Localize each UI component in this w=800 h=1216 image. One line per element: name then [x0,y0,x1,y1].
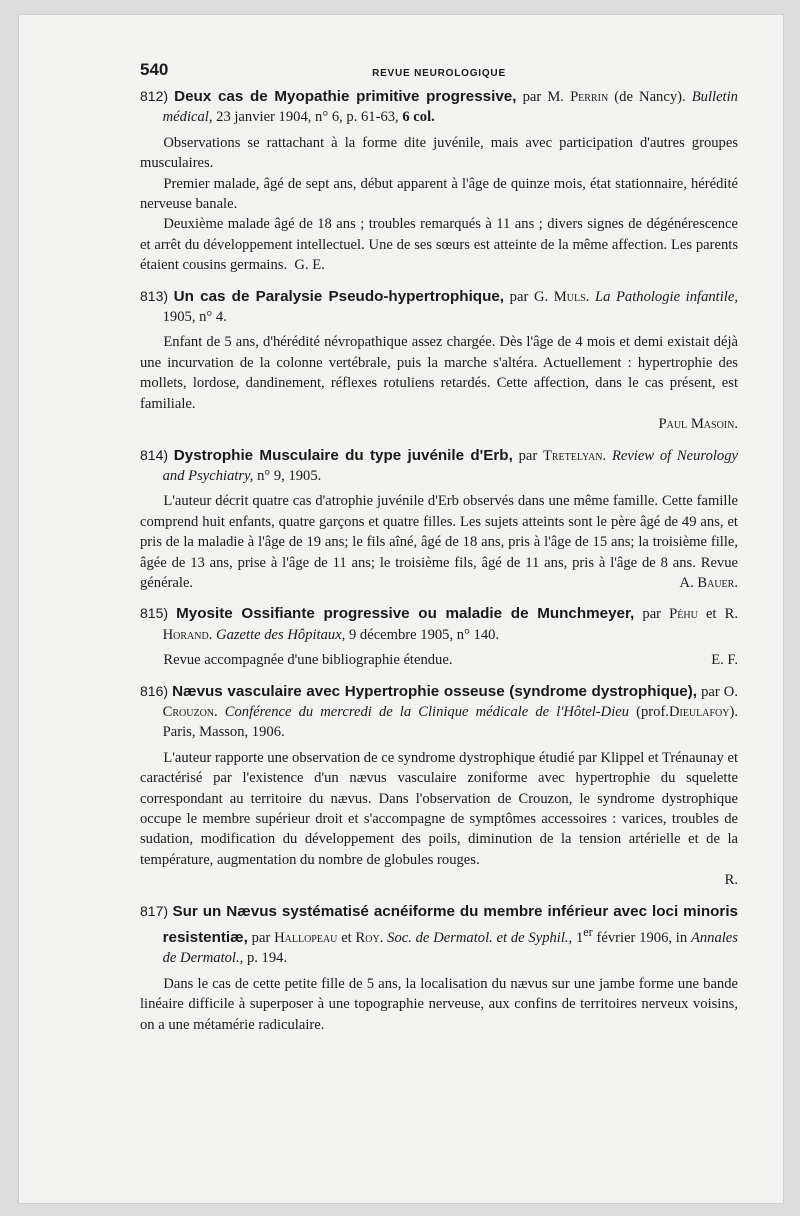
entry-author: Muls. [553,288,590,305]
entry-author: Hallopeau [274,929,338,946]
entry-paragraph: Observations se rattachant à la forme dite juvénile, mais avec participation d'autres groupes musculaires. [140,134,738,172]
page-sheet [18,14,784,1204]
entry-title: Sur un Nævus systématisé acnéiforme du membre inférieur avec loci minoris resistentiæ, [162,902,738,946]
entry-source: Soc. de Dermatol. et de Syphil., [387,929,573,946]
entry-signature: Paul Masoin. [658,416,738,433]
entry-paragraph: Dans le cas de cette petite fille de 5 ans, la localisation du nævus sur une jambe forme une bande linéaire difficile à superposer à une topographie nerveuse, aux confins de territoires nerveux voisins, on a une métamérie radiculaire. [140,975,738,1033]
entry-heading: 816) Nævus vasculaire avec Hypertrophie osseuse (syndrome dystrophique), par O. Crouzon. Conférence du mercredi de la Clinique médicale de l'Hôtel-Dieu (prof.Dieulafoy). Paris, Masson, 1906. [140,682,738,741]
entry-816 [140,681,738,891]
entry-814 [140,445,738,594]
entry-signature: R. [724,872,738,889]
entry-number: 813) [140,287,169,304]
entry-title: Deux cas de Myopathie primitive progressive, [174,88,517,105]
journal-title: REVUE NEUROLOGIQUE [372,68,506,79]
entry-signature: A. Bauer. [679,574,738,591]
entry-paragraph: Enfant de 5 ans, d'hérédité névropathique assez chargée. Dès l'âge de 4 mois et demi existait déjà une incurvation de la colonne vertébrale, puis la marche s'altéra. Actuellement : hypertrophie des mollets, lordose, dandinement, réflexes rotuliens retardés. Cette affection, dans le cas présent, est familiale. [140,334,738,412]
entry-number: 814) [140,446,169,463]
entry-817 [140,901,738,1035]
page-number: 540 [140,60,169,79]
entry-heading: 812) Deux cas de Myopathie primitive progressive, par M. Perrin (de Nancy). Bulletin médical, 23 janvier 1904, n° 6, p. 61-63, 6 col. [140,88,738,126]
entry-author: Perrin [570,89,609,105]
entry-paragraph: Premier malade, âgé de sept ans, début apparent à l'âge de quinze mois, état stationnaire, hérédité nerveuse banale. [140,175,738,213]
entry-source: La Pathologie infantile, [594,288,738,305]
entry-number: 817) [140,902,169,919]
entry-paragraph: Deuxième malade âgé de 18 ans ; troubles remarqués à 11 ans ; divers signes de dégénérescence et arrêt du développement intellectuel. Une de ses sœurs est atteinte de la même affection. Les parents étaient cousins germains. G. E. [140,216,738,274]
entry-heading: 815) Myosite Ossifiante progressive ou maladie de Munchmeyer, par Péhu et R. Horand. Gazette des Hôpitaux, 9 décembre 1905, n° 140. [140,605,738,643]
entry-title: Un cas de Paralysie Pseudo-hypertrophique, [173,287,505,305]
entry-source: Gazette des Hôpitaux, [216,626,346,643]
entry-title: Dystrophie Musculaire du type juvénile d'Erb, [173,446,513,464]
entry-source: Annales de Dermatol., [162,929,738,967]
entry-signature: E. F. [711,652,738,669]
entry-author: Roy. [355,929,384,946]
entry-title: Myosite Ossifiante progressive ou maladie de Munchmeyer, [176,605,635,623]
entry-813 [140,286,738,435]
page-content [140,60,738,1045]
entry-number: 816) [140,682,169,699]
entry-heading: 813) Un cas de Paralysie Pseudo-hypertrophique, par G. Muls. La Pathologie infantile, 1905, n° 4. [140,287,738,326]
entry-title: Nævus vasculaire avec Hypertrophie osseuse (syndrome dystrophique), [172,682,698,700]
entry-heading: 817) Sur un Nævus systématisé acnéiforme du membre inférieur avec loci minoris resistentiæ, par Hallopeau et Roy. Soc. de Dermatol. et de Syphil., 1er février 1906, in Annales de Dermatol., p. 194. [140,902,738,967]
entry-paragraph: L'auteur rapporte une observation de ce syndrome dystrophique étudié par Klippel et Trénaunay et caractérisé par l'existence d'un nævus vasculaire zoniforme avec hypertrophie du squelette correspondant au territoire du nævus. Dans l'observation de Crouzon, le syndrome dystrophique occupe le membre supérieur droit et s'accompagne de symptômes accessoires : varices, troubles de sudation, modification du développement des poils, diminution de la tension artérielle et de la température, augmentation du nombre de globules rouges. [140,749,738,868]
entry-paragraph: L'auteur décrit quatre cas d'atrophie juvénile d'Erb observés dans une même famille. Cette famille comprend huit enfants, quatre garçons et quatre filles. Les sujets atteints sont le père âgé de 49 ans, et pris de la maladie à l'âge de 19 ans; le fils aîné, âgé de 18 ans, pris à l'âge de 15 ans; la troisième fille, âgée de 13 ans, prise à l'âge de 11 ans; le troisième fils, âgé de 11 ans, pris à l'âge de 8 ans. Revue générale. A. Bauer. [140,491,738,593]
entry-source: Conférence du mercredi de la Clinique médicale de l'Hôtel-Dieu [224,703,630,720]
entry-source: Review of Neurology and Psychiatry, [162,447,738,484]
entry-paragraph: Revue accompagnée d'une bibliographie étendue. E. F. [140,650,738,670]
entry-author: Crouzon. [162,703,218,720]
entry-author: Tretelyan. [542,447,607,464]
entry-author: Horand. [162,626,213,643]
entry-number: 812) [140,88,169,104]
entry-number: 815) [140,605,169,622]
entry-signature: G. E. [294,257,325,274]
entry-source: Bulletin médical, [162,89,738,126]
entry-heading: 814) Dystrophie Musculaire du type juvénile d'Erb, par Tretelyan. Review of Neurology and Psychiatry, n° 9, 1905. [140,446,738,484]
entry-author: Péhu [669,606,698,623]
entry-815 [140,603,738,670]
entry-812 [140,86,738,276]
running-head [140,60,738,86]
